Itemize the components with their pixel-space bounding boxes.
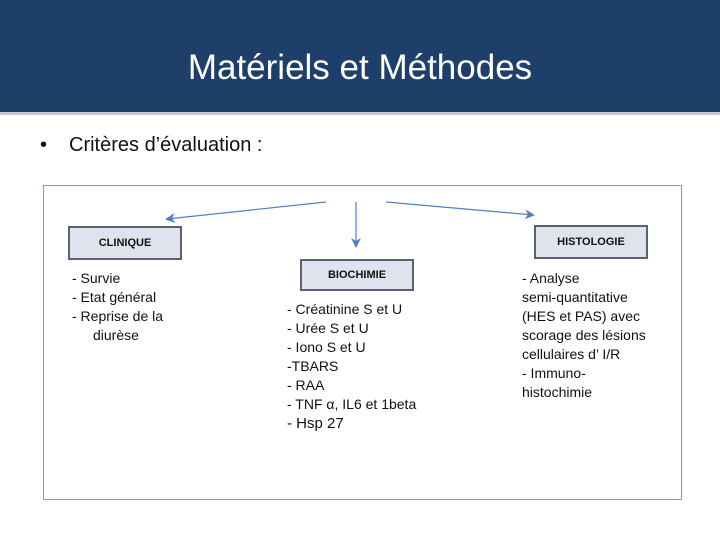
list-item: - Hsp 27 bbox=[287, 415, 344, 432]
list-item: - RAA bbox=[287, 377, 325, 393]
histologie-list bbox=[522, 269, 646, 402]
list-item: - Reprise de la bbox=[72, 308, 164, 324]
clinique-list bbox=[72, 269, 163, 345]
biochimie-box: BIOCHIMIE bbox=[300, 259, 414, 291]
bullet-icon: • bbox=[40, 134, 48, 156]
list-item: - Urée S et U bbox=[287, 320, 369, 336]
arrow-to-histologie bbox=[386, 202, 533, 215]
arrow-to-clinique bbox=[167, 202, 326, 219]
list-item: -TBARS bbox=[287, 358, 339, 374]
slide-title: Matériels et Méthodes bbox=[187, 48, 533, 87]
histologie-box: HISTOLOGIE bbox=[534, 225, 648, 259]
list-item: histochimie bbox=[522, 384, 593, 400]
list-item: scorage des lésions bbox=[522, 327, 646, 343]
subtitle-text: Critères d’évaluation : bbox=[69, 134, 263, 156]
list-item: - Iono S et U bbox=[287, 339, 366, 355]
list-item: cellulaires d’ I/R bbox=[522, 346, 621, 362]
list-item: - TNF α, IL6 et 1beta bbox=[287, 396, 417, 412]
biochimie-list bbox=[287, 300, 416, 434]
list-item: diurèse bbox=[93, 327, 139, 343]
list-item: - Survie bbox=[72, 270, 121, 286]
list-item: semi-quantitative bbox=[522, 289, 628, 305]
list-item: - Etat général bbox=[72, 289, 157, 305]
list-item: - Immuno- bbox=[522, 365, 586, 381]
clinique-box: CLINIQUE bbox=[68, 226, 182, 260]
list-item: (HES et PAS) avec bbox=[522, 308, 641, 324]
list-item: - Créatinine S et U bbox=[287, 301, 403, 317]
list-item: - Analyse bbox=[522, 270, 580, 286]
